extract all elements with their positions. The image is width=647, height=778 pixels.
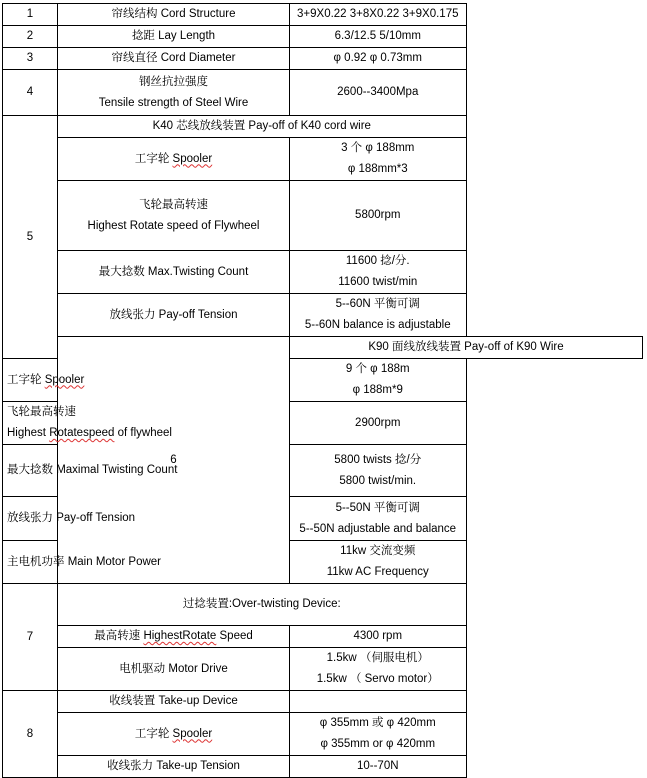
spec-value: φ 0.92 φ 0.73mm [290, 48, 467, 70]
spec-value-line: 11600 捻/分. [345, 255, 410, 267]
spec-value-line: 5--60N 平衡可调 [335, 298, 420, 310]
spec-label-en: Spooler [172, 152, 213, 165]
spec-value: 3+9X0.22 3+8X0.22 3+9X0.175 [290, 4, 467, 26]
spec-label-en: Tensile strength of Steel Wire [98, 96, 249, 109]
spec-value-line: 1.5kw （ Servo motor） [316, 673, 439, 685]
spec-label [58, 70, 290, 116]
spec-label-en: Highest Rotate speed of Flywheel [87, 219, 260, 232]
section-title: K90 面线放线装置 Pay-off of K90 Wire [290, 337, 643, 359]
section-header-row [3, 337, 643, 359]
spec-label-en: Spooler [44, 373, 85, 386]
row-number: 1 [3, 4, 58, 26]
spec-value-line: 3 个 φ 188mm [341, 142, 415, 154]
spec-value-line: 11600 twist/min [338, 276, 418, 288]
spec-label-cn: 工字轮 [7, 373, 45, 386]
spec-label-en: Speed [216, 630, 253, 642]
spec-value-line: φ 355mm 或 φ 420mm [319, 717, 436, 729]
spec-value [290, 713, 467, 756]
spec-label-cn: 钢丝抗拉强度 [139, 75, 208, 88]
table-row [3, 648, 643, 691]
table-row [3, 713, 643, 756]
spec-label [58, 626, 290, 648]
spec-value-line: 1.5kw （伺服电机） [326, 652, 429, 664]
spec-value-line: 5--60N balance is adjustable [304, 319, 451, 331]
spec-value: 6.3/12.5 5/10mm [290, 26, 467, 48]
spec-label-cn: 飞轮最高转速 [7, 406, 76, 418]
spec-label: 电机驱动 Motor Drive [58, 648, 290, 691]
spec-label-cn: 工字轮 [134, 152, 173, 165]
spec-label-en-part: of flywheel [114, 427, 172, 439]
spec-value [290, 691, 467, 713]
spec-label-cn: 飞轮最高转速 [139, 198, 208, 211]
spec-value [290, 445, 467, 497]
table-row [3, 26, 643, 48]
spec-value: 2900rpm [290, 402, 467, 445]
spec-value [290, 138, 467, 181]
spec-value [290, 294, 467, 337]
section-title: 收线装置 Take-up Device [58, 691, 290, 713]
table-row [3, 294, 643, 337]
row-number: 2 [3, 26, 58, 48]
spec-label [58, 138, 290, 181]
spec-value [290, 359, 467, 402]
spec-label: 收线张力 Take-up Tension [58, 756, 290, 778]
spec-label [58, 713, 290, 756]
table-row [3, 251, 643, 294]
spec-value: 10--70N [290, 756, 467, 778]
section-header-row [3, 584, 643, 626]
section-title: 过捻装置:Over-twisting Device: [58, 584, 467, 626]
spec-label-en [7, 423, 172, 444]
table-row [3, 756, 643, 778]
spec-label [3, 402, 172, 445]
spec-label: 放线张力 Pay-off Tension [58, 294, 290, 337]
section-header-row [3, 116, 643, 138]
section-header-row [3, 691, 643, 713]
spec-label [3, 359, 85, 402]
spec-label-cn: 最高转速 [94, 630, 144, 642]
spec-value-line: 5--50N 平衡可调 [335, 501, 420, 514]
spec-label-en: Spooler [172, 727, 213, 740]
spec-label-en-part: Rotatespeed [49, 427, 115, 439]
spec-value: 2600--3400Mpa [290, 70, 467, 116]
spec-value-line: φ 188mm*3 [347, 163, 408, 175]
spec-value-line: 9 个 φ 188m [345, 363, 410, 375]
spec-label-en-part: Highest [7, 427, 50, 439]
section-title: K40 芯线放线装置 Pay-off of K40 cord wire [58, 116, 467, 138]
row-number: 6 [58, 337, 290, 584]
spec-value-line: 11kw AC Frequency [326, 566, 429, 578]
table-row [3, 181, 643, 251]
row-number: 8 [3, 691, 58, 778]
spec-label-cn: 工字轮 [134, 727, 173, 740]
spec-value-line: 11kw 交流变频 [340, 545, 416, 557]
spec-label-en: HighestRotate [143, 630, 217, 642]
spec-label: 主电机功率 Main Motor Power [3, 541, 58, 584]
row-number: 5 [3, 116, 58, 359]
table-row [3, 626, 643, 648]
row-number: 3 [3, 48, 58, 70]
row-number: 7 [3, 584, 58, 691]
spec-label: 放线张力 Pay-off Tension [3, 497, 58, 541]
spec-value-line: 5800 twist/min. [339, 474, 417, 487]
spec-value: 4300 rpm [290, 626, 467, 648]
spec-value-line: 5--50N adjustable and balance [299, 522, 457, 535]
spec-value [290, 497, 467, 541]
spec-value-line: 5800 twists 捻/分 [334, 453, 422, 466]
spec-label: 最大捻数 Maximal Twisting Count [3, 445, 58, 497]
table-row [3, 4, 643, 26]
spec-label: 帘线直径 Cord Diameter [58, 48, 290, 70]
specification-table [2, 3, 643, 778]
spec-label: 最大捻数 Max.Twisting Count [58, 251, 290, 294]
spec-value-line: φ 188m*9 [352, 384, 403, 396]
spec-value-line: φ 355mm or φ 420mm [320, 738, 436, 750]
table-row [3, 48, 643, 70]
spec-label [58, 181, 290, 251]
table-row [3, 70, 643, 116]
spec-value [290, 648, 467, 691]
spec-label: 帘线结构 Cord Structure [58, 4, 290, 26]
table-row [3, 138, 643, 181]
row-number: 4 [3, 70, 58, 116]
spec-value [290, 541, 467, 584]
spec-label: 捻距 Lay Length [58, 26, 290, 48]
spec-value [290, 251, 467, 294]
spec-value: 5800rpm [290, 181, 467, 251]
